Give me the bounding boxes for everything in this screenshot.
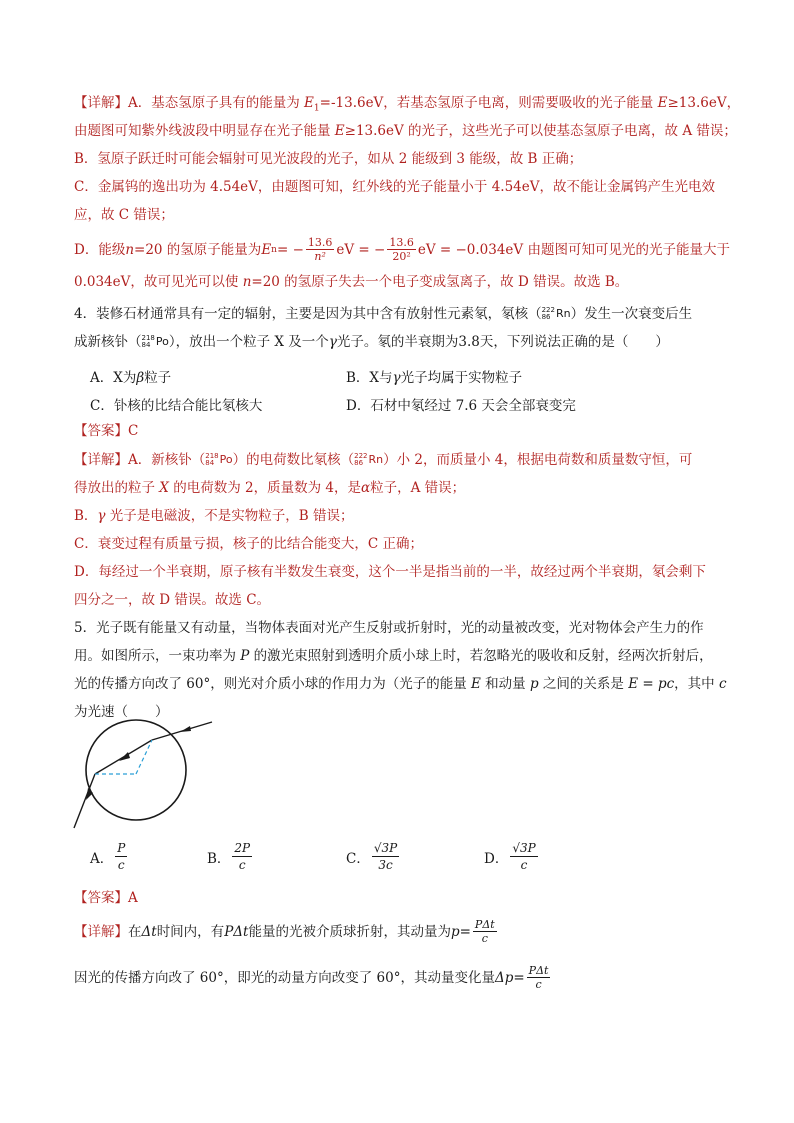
fraction: $\frac{2P}{c}$ (234, 841, 251, 872)
q4-stem-line2: 成新核钋（ 218 84 Po ），放出一个粒子 X 及一个 γ 光子。氡的半衰期为3.8天，下列说法正确的是（ ） (74, 334, 669, 350)
q4-detail-d-line1: D．每经过一个半衰期，原子核有半数发生衰变，这个一半是指当前的一半，故经过两个半衰期，氡会剩下 (74, 564, 706, 580)
fraction: $\frac{\text{PΔt}}{c}$ (528, 964, 549, 991)
q4-option-a[interactable]: A．X为β粒子 (90, 370, 172, 386)
refraction-diagram (64, 718, 224, 838)
q4-detail-d-line2: 四分之一，故 D 错误。故选 C。 (74, 592, 271, 608)
arrow-icon (119, 752, 130, 761)
arrow-icon (86, 788, 93, 800)
q3-detail-d-line2: 0.034eV，故可见光可以使 n=20 的氢原子失去一个电子变成氢离子，故 D 错误。故选 B。 (74, 274, 629, 290)
fraction: $\frac{√3P}{c}$ (512, 841, 536, 872)
nuclide-rn: 222 86 Rn (541, 306, 571, 321)
q3-detail-a-line1: 【详解】A．基态氢原子具有的能量为 $E_1=-13.6eV$，若基态氢原子电离，则需要吸收的光子能量 E≥13.6eV， (74, 95, 741, 114)
q3-detail-b: B．氢原子跃迁时可能会辐射可见光波段的光子，如从 2 能级到 3 能级，故 B 正确； (74, 151, 583, 167)
q5-stem-line1: 5．光子既有能量又有动量，当物体表面对光产生反射或折射时，光的动量被改变，光对物体会产生力的作 (74, 620, 704, 636)
q5-detail-line1: 【详解】 在 Δt 时间内，有 PΔt 能量的光被介质球折射，其动量为 p = $\frac{\text{PΔt}}{c}$ (74, 918, 495, 945)
q4-option-c[interactable]: C．钋核的比结合能比氡核大 (90, 398, 263, 414)
q5-stem-line2: 用。如图所示，一束功率为 P 的激光束照射到透明介质小球上时，若忽略光的吸收和反射，经两次折射后， (74, 648, 713, 664)
q5-option-b[interactable]: B． $\frac{2P}{c}$ (207, 841, 251, 872)
q3-detail-c-line2: 应，故 C 错误； (74, 207, 174, 223)
q3-detail-a-line2: 由题图可知紫外线波段中明显存在光子能量 E≥13.6eV 的光子，这些光子可以使基态氢原子电离，故 A 错误； (74, 123, 737, 139)
q5-stem-line4: 为光速（ ） (74, 704, 169, 720)
q3-detail-d-line1: D．能级 n =20 的氢原子能量为 E n = − $\frac{13.6}{\text{n²}}$ eV = − $\frac{13.6}{\text{20²}}$ eV = −0.034eV 由题图可知可见光的光子能量大于 (74, 236, 730, 263)
arrow-icon (180, 726, 191, 732)
fraction: $\frac{13.6}{\text{n²}}$ (307, 236, 333, 263)
q5-option-c[interactable]: C． $\frac{√3P}{3c}$ (346, 841, 398, 872)
incident-ray (74, 774, 95, 828)
q4-detail-c: C．衰变过程有质量亏损，核子的比结合能变大，C 正确； (74, 536, 423, 552)
nuclide-po: 218 84 Po (141, 334, 169, 349)
nuclide-rn: 222 86 Rn (354, 452, 384, 467)
q5-answer: 【答案】A (74, 890, 138, 906)
fraction: $\frac{√3P}{3c}$ (373, 841, 398, 872)
q4-option-b[interactable]: B．X与γ光子均属于实物粒子 (346, 370, 523, 386)
q4-detail-a-line2: 得放出的粒子 X 的电荷数为 2，质量数为 4，是α粒子，A 错误； (74, 480, 466, 496)
q4-detail-a-line1: 【详解】 A．新核钋（ 218 84 Po ）的电荷数比氡核（ 222 86 Rn ）小 2，而质量小 4，根据电荷数和质量数守恒，可 (74, 452, 693, 468)
detail-tag: 【详解】 (74, 95, 128, 111)
q4-detail-b: B．γ 光子是电磁波，不是实物粒子，B 错误； (74, 508, 354, 524)
fraction: $\frac{13.6}{\text{20²}}$ (389, 236, 414, 263)
q5-stem-line3: 光的传播方向改了 60°，则光对介质小球的作用力为（光子的能量 E 和动量 p 之间的关系是 E = pc，其中 c (74, 676, 727, 692)
nuclide-po: 218 84 Po (205, 452, 233, 467)
q4-stem-line1: 4．装修石材通常具有一定的辐射，主要是因为其中含有放射性元素氡，氡核（ 222 86 Rn ）发生一次衰变后生 (74, 306, 693, 322)
q5-detail-line2: 因光的传播方向改了 60°，即光的动量方向改变了 60°，其动量变化量 Δp = $\frac{\text{PΔt}}{c}$ (74, 964, 549, 991)
q5-option-a[interactable]: A． $\frac{P}{c}$ (90, 841, 126, 872)
fraction: $\frac{\text{PΔt}}{c}$ (474, 918, 495, 945)
q3-detail-c-line1: C．金属钨的逸出功为 4.54eV，由题图可知，红外线的光子能量小于 4.54eV，故不能让金属钨产生光电效 (74, 179, 716, 195)
q5-option-d[interactable]: D． $\frac{√3P}{c}$ (484, 841, 536, 872)
q4-option-d[interactable]: D．石材中氡经过 7.6 天会全部衰变完 (346, 398, 576, 414)
q4-answer: 【答案】C (74, 423, 139, 439)
fraction: $\frac{P}{c}$ (117, 841, 126, 872)
